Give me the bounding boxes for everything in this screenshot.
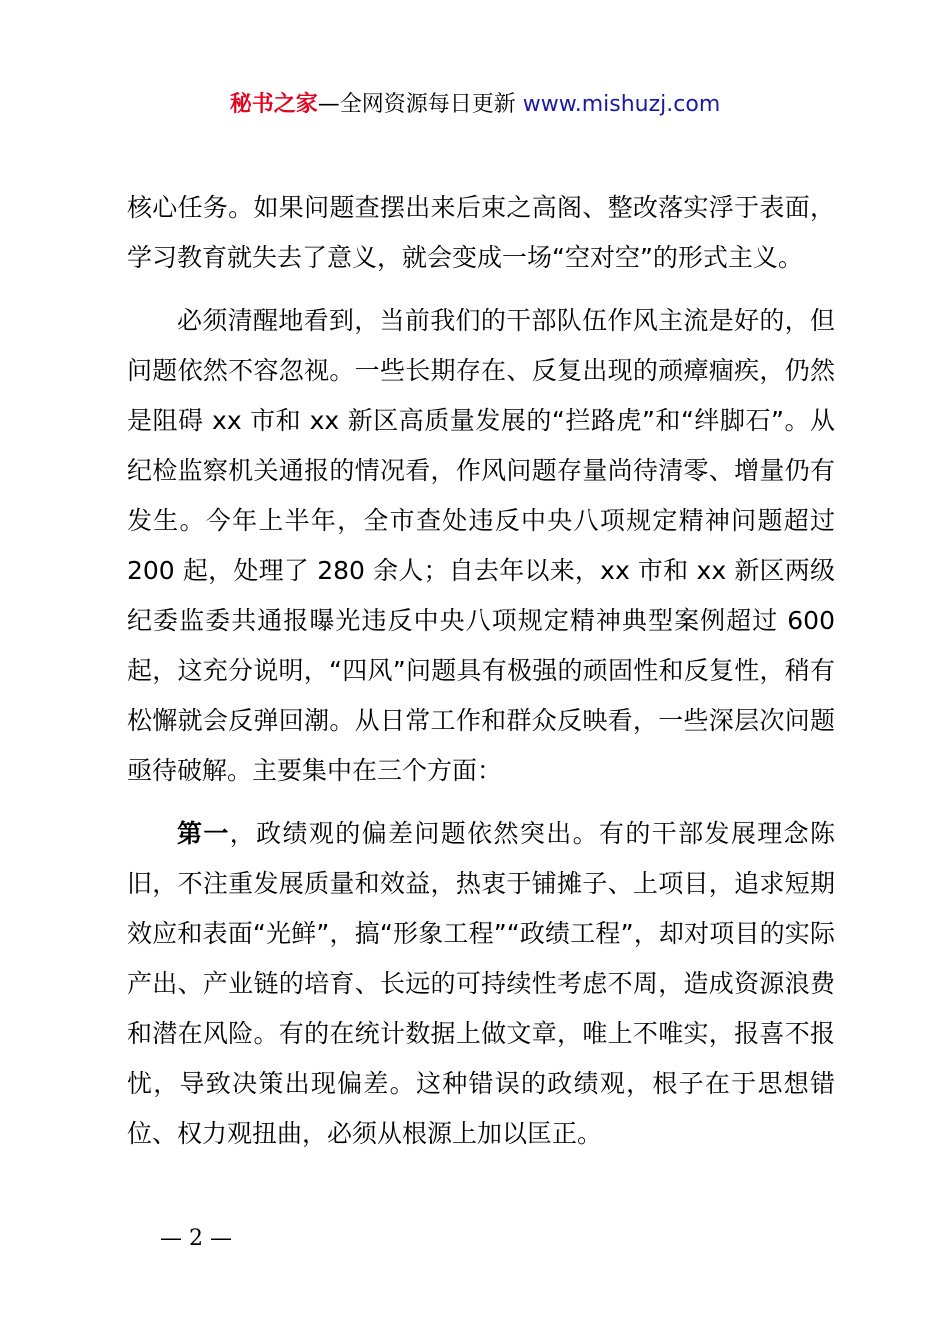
paragraph-lead: 第一 [177, 819, 230, 848]
header-tagline: —全网资源每日更新 [317, 92, 523, 117]
paragraph-text: ，政绩观的偏差问题依然突出。有的干部发展理念陈旧，不注重发展质量和效益，热衷于铺摊子、上项目，追求短期效应和表面“光鲜”，搞“形象工程”“政绩工程”，却对项目的实际产出、产业链的培育、长远的可持续性考虑不周，造成资源浪费和潜在风险。有的在统计数据上做文章，唯上不唯实，报喜不报忧，导致决策出现偏差。这种错误的政绩观，根子在于思想错位、权力观扭曲，必须从根源上加以匡正。 [127, 819, 835, 1148]
page-number: — 2 — [160, 1226, 232, 1251]
website-link[interactable]: www.mishuzj.com [522, 92, 721, 117]
paragraph-first-point [127, 809, 835, 1159]
paragraph-work-style [127, 296, 835, 796]
brand-name: 秘书之家 [229, 92, 318, 117]
paragraph-text: 核心任务。如果问题查摆出来后束之高阁、整改落实浮于表面，学习教育就失去了意义，就会变成一场“空对空”的形式主义。 [127, 193, 835, 272]
document-header [0, 88, 950, 122]
paragraph-text: 必须清醒地看到，当前我们的干部队伍作风主流是好的，但问题依然不容忽视。一些长期存在、反复出现的顽瘴痼疾，仍然是阻碍 xx 市和 xx 新区高质量发展的“拦路虎”和“绊脚石”。从纪检监察机关通报的情况看，作风问题存量尚待清零、增量仍有发生。今年上半年，全市查处违反中央八项规定精神问题超过 200 起，处理了 280 余人；自去年以来，xx 市和 xx 新区两级纪委监委共通报曝光违反中央八项规定精神典型案例超过 600 起，这充分说明，“四风”问题具有极强的顽固性和反复性，稍有松懈就会反弹回潮。从日常工作和群众反映看，一些深层次问题亟待破解。主要集中在三个方面： [127, 306, 835, 785]
document-body [127, 183, 835, 1159]
paragraph-continuation [127, 183, 835, 283]
